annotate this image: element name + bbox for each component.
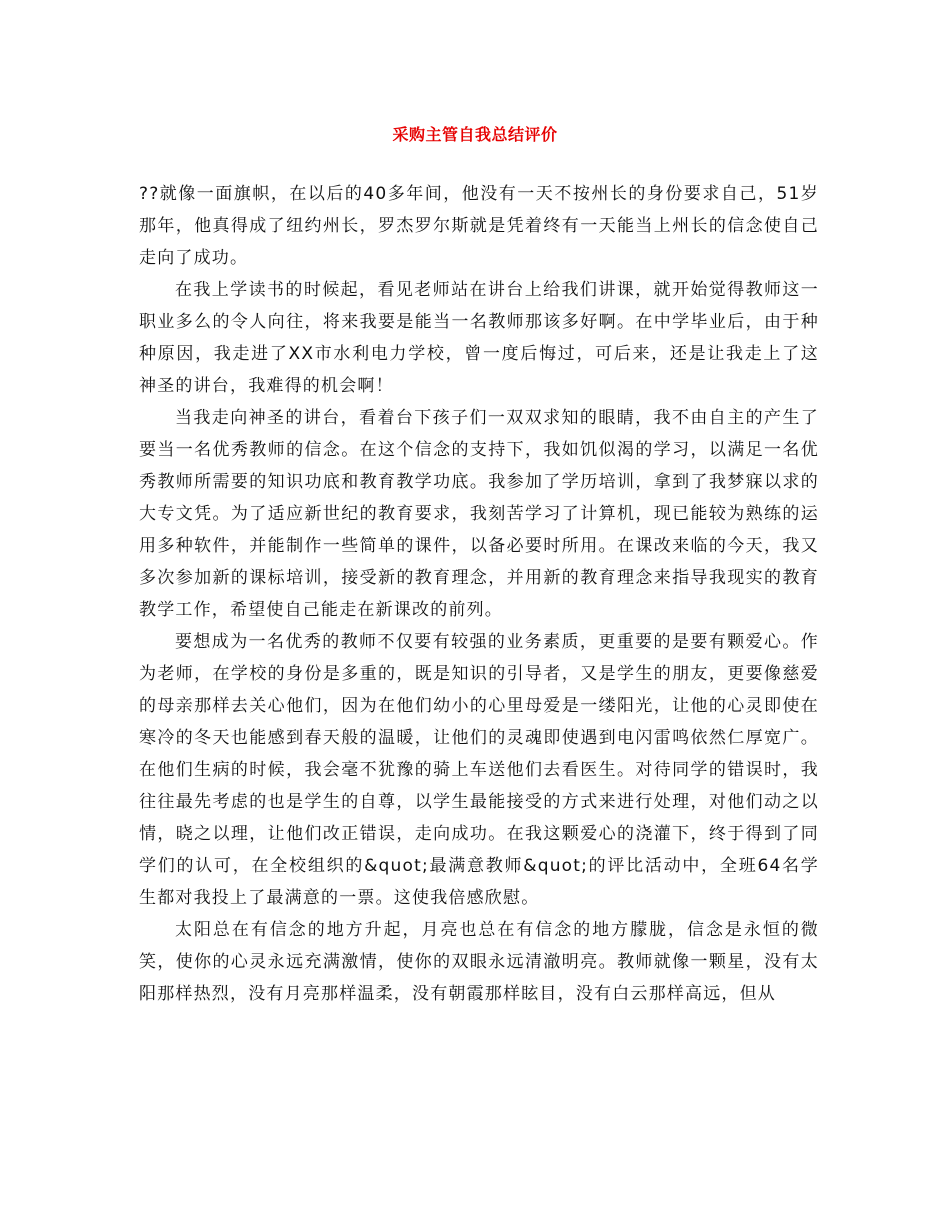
paragraph: 当我走向神圣的讲台，看着台下孩子们一双双求知的眼睛，我不由自主的产生了要当一名优秀教师的信念。在这个信念的支持下，我如饥似渴的学习，以满足一名优秀教师所需要的知识功底和教育教学功底。我参加了学历培训，拿到了我梦寐以求的大专文凭。为了适应新世纪的教育要求，我刻苦学习了计算机，现已能较为熟练的运用多种软件，并能制作一些简单的课件，以备必要时所用。在课改来临的今天，我又多次参加新的课标培训，接受新的教育理念，并用新的教育理念来指导我现实的教育教学工作，希望使自己能走在新课改的前列。 (139, 408, 819, 620)
paragraph: 要想成为一名优秀的教师不仅要有较强的业务素质，更重要的是要有颗爱心。作为老师，在学校的身份是多重的，既是知识的引导者，又是学生的朋友，更要像慈爱的母亲那样去关心他们，因为在他们幼小的心里母爱是一缕阳光，让他的心灵即使在寒冷的冬天也能感到春天般的温暖，让他们的灵魂即使遇到电闪雷鸣依然仁厚宽广。在他们生病的时候，我会毫不犹豫的骑上车送他们去看医生。对待同学的错误时，我往往最先考虑的也是学生的自尊，以学生最能接受的方式来进行处理，对他们动之以情，晓之以理，让他们改正错误，走向成功。在我这颗爱心的浇灌下，终于得到了同学们的认可，在全校组织的&quot;最满意教师&quot;的评比活动中，全班64名学生都对我投上了最满意的一票。这使我倍感欣慰。 (139, 632, 819, 908)
document-title: 采购主管自我总结评价 (392, 125, 558, 144)
paragraph: ??就像一面旗帜，在以后的40多年间，他没有一天不按州长的身份要求自己，51岁那年，他真得成了纽约州长，罗杰罗尔斯就是凭着终有一天能当上州长的信念使自己走向了成功。 (139, 184, 819, 268)
paragraph: 在我上学读书的时候起，看见老师站在讲台上给我们讲课，就开始觉得教师这一职业多么的令人向往，将来我要是能当一名教师那该多好啊。在中学毕业后，由于种种原因，我走进了XX市水利电力学校，曾一度后悔过，可后来，还是让我走上了这神圣的讲台，我难得的机会啊！ (139, 280, 819, 396)
paragraph: 太阳总在有信念的地方升起，月亮也总在有信念的地方朦胧，信念是永恒的微笑，使你的心灵永远充满激情，使你的双眼永远清澈明亮。教师就像一颗星，没有太阳那样热烈，没有月亮那样温柔，没有朝霞那样眩目，没有白云那样高远，但从 (139, 920, 819, 1004)
document-body (139, 178, 819, 1010)
